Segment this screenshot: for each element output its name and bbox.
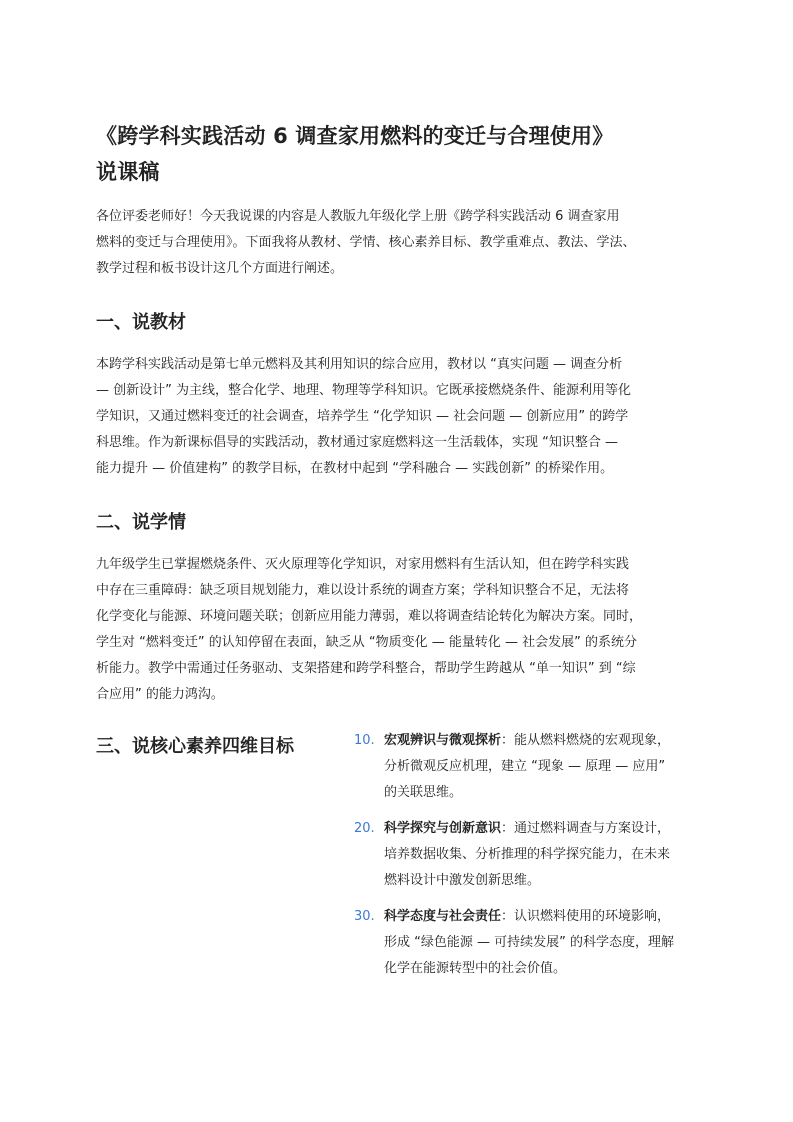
list-number: 20. [354,821,375,836]
list-item: 10. 宏观辨识与微观探析：能从燃料燃烧的宏观现象， 分析微观反应机理，建立 “现象 — 原理 — 应用” 的关联思维。 [354,728,704,806]
goals-list [354,728,704,992]
section-heading-goals: 三、说核心素养四维目标 [96,736,294,757]
title-line-1: 《跨学科实践活动 6 调查家用燃料的变迁与合理使用》 [96,124,614,148]
list-number: 30. [354,909,375,924]
list-item: 20. 科学探究与创新意识：通过燃料调查与方案设计， 培养数据收集、分析推理的科学探究能力，在未来 燃料设计中激发创新思维。 [354,816,704,894]
goal-label: 科学探究与创新意识 [384,821,502,836]
section-heading-students: 二、说学情 [96,512,186,533]
section-paragraph-textbook: 本跨学科实践活动是第七单元燃料及其利用知识的综合应用，教材以 “真实问题 — 调查分析 — 创新设计” 为主线，整合化学、地理、物理等学科知识。它既承接燃烧条件、能源利用等化 学知识，又通过燃料变迁的社会调查，培养学生 “化学知识 — 社会问题 — 创新应用” 的跨学 科思维。作为新课标倡导的实践活动，教材通过家庭燃料这一生活载体，实现 “知识整合 — 能力提升 — 价值建构” 的教学目标，在教材中起到 “学科融合 — 实践创新” 的桥梁作用。 [96,357,632,476]
list-number: 10. [354,733,375,748]
intro-paragraph: 各位评委老师好！今天我说课的内容是人教版九年级化学上册《跨学科实践活动 6 调查家用 燃料的变迁与合理使用》。下面我将从教材、学情、核心素养目标、教学重难点、教法、学法、 教学过程和板书设计这几个方面进行阐述。 [96,209,636,276]
section-heading-textbook: 一、说教材 [96,312,186,333]
document-title [96,118,701,190]
goal-label: 宏观辨识与微观探析 [384,733,502,748]
section-paragraph-students: 九年级学生已掌握燃烧条件、灭火原理等化学知识，对家用燃料有生活认知，但在跨学科实践 中存在三重障碍：缺乏项目规划能力，难以设计系统的调查方案；学科知识整合不足，无法将 化学变化与能源、环境问题关联；创新应用能力薄弱，难以将调查结论转化为解决方案。同时， 学生对 “燃料变迁” 的认知停留在表面，缺乏从 “物质变化 — 能量转化 — 社会发展” 的系统分 析能力。教学中需通过任务驱动、支架搭建和跨学科整合，帮助学生跨越从 “单一知识” 到 “综 合应用” 的能力鸿沟。 [96,557,643,702]
list-item: 30. 科学态度与社会责任：认识燃料使用的环境影响， 形成 “绿色能源 — 可持续发展” 的科学态度，理解 化学在能源转型中的社会价值。 [354,904,704,982]
goal-label: 科学态度与社会责任 [384,909,502,924]
title-line-2: 说课稿 [96,160,160,184]
document-body [96,118,701,976]
